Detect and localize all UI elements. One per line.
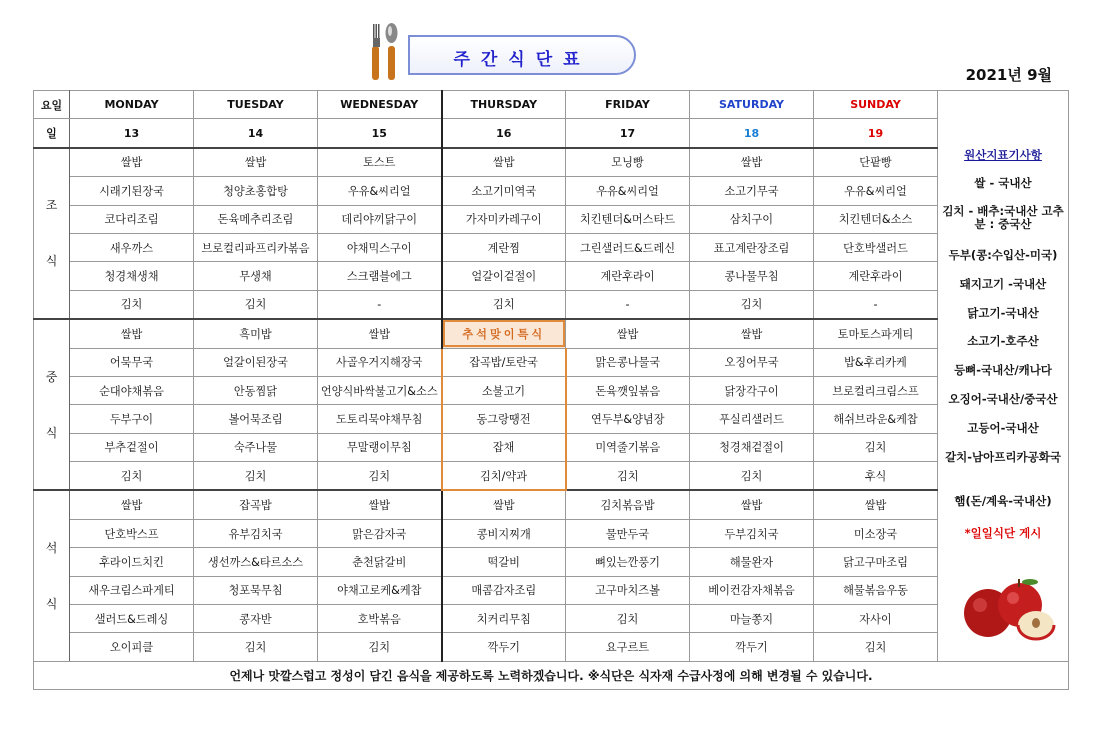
menu-cell: 쌀밥 (70, 148, 194, 177)
menu-cell: 새우까스 (70, 233, 194, 261)
menu-cell: 잡채 (442, 433, 566, 461)
menu-cell: 청경채겉절이 (690, 433, 814, 461)
origin-item: 등뼈-국내산/캐나다 (954, 363, 1052, 377)
menu-cell: 모닝빵 (566, 148, 690, 177)
menu-cell: 밥&후리카케 (814, 348, 938, 376)
menu-cell: 쌀밥 (814, 490, 938, 519)
menu-cell: 우유&씨리얼 (814, 177, 938, 205)
menu-cell: 치킨텐더&머스타드 (566, 205, 690, 233)
menu-cell: 얼갈이된장국 (194, 348, 318, 376)
menu-cell: 시래기된장국 (70, 177, 194, 205)
menu-cell: 가자미카레구이 (442, 205, 566, 233)
menu-cell: - (814, 290, 938, 319)
day-header-1: TUESDAY (194, 91, 318, 119)
day-header-4: FRIDAY (566, 91, 690, 119)
menu-cell: 삼치구이 (690, 205, 814, 233)
menu-cell: 맑은감자국 (318, 519, 442, 547)
menu-cell: 브로컬리파프리카볶음 (194, 233, 318, 261)
menu-cell: 떡갈비 (442, 548, 566, 576)
origin-info-panel (938, 91, 1069, 662)
date-cell-1: 14 (194, 119, 318, 148)
menu-cell: 쌀밥 (318, 319, 442, 348)
title-banner (408, 35, 636, 75)
menu-cell: 매콤감자조림 (442, 576, 566, 604)
menu-cell: 코다리조림 (70, 205, 194, 233)
origin-item: 고등어-국내산 (967, 421, 1039, 435)
meal-label-2 (34, 490, 70, 661)
menu-cell: 치커리무침 (442, 605, 566, 633)
meal-label-top: 석 (45, 541, 58, 556)
menu-cell: 쌀밥 (690, 148, 814, 177)
menu-cell: 샐러드&드레싱 (70, 605, 194, 633)
menu-cell: 김치 (442, 290, 566, 319)
menu-cell: 뼈있는깐풍기 (566, 548, 690, 576)
menu-cell: 계란후라이 (566, 262, 690, 290)
menu-cell: 오징어무국 (690, 348, 814, 376)
menu-cell: 김치볶음밥 (566, 490, 690, 519)
menu-cell: 김치 (194, 633, 318, 661)
menu-cell: 쌀밥 (70, 319, 194, 348)
menu-cell: 맑은콩나물국 (566, 348, 690, 376)
origin-item: 오징어-국내산/중국산 (948, 392, 1058, 406)
menu-cell: 소불고기 (442, 376, 566, 404)
origin-item: 두부(콩:수입산-미국) (948, 248, 1058, 262)
meal-label-bottom: 식 (45, 254, 58, 269)
menu-cell: - (318, 290, 442, 319)
menu-cell: 치킨텐더&소스 (814, 205, 938, 233)
menu-cell: 순대야채볶음 (70, 376, 194, 404)
footer-notice: 언제나 맛깔스럽고 정성이 담긴 음식을 제공하도록 노력하겠습니다. ※식단은 식자재 수급사정에 의해 변경될 수 있습니다. (34, 661, 1069, 689)
menu-cell: 야채믹스구이 (318, 233, 442, 261)
menu-cell: 미소장국 (814, 519, 938, 547)
menu-cell: 김치 (194, 290, 318, 319)
day-header-3: THURSDAY (442, 91, 566, 119)
weekly-menu-table (33, 90, 1069, 690)
menu-cell: 소고기미역국 (442, 177, 566, 205)
origin-item: 갈치-남아프리카공화국 (945, 450, 1061, 464)
menu-cell: 연두부&양념장 (566, 405, 690, 433)
menu-cell: 흑미밥 (194, 319, 318, 348)
menu-cell: 김치 (690, 290, 814, 319)
menu-cell: 닭고구마조림 (814, 548, 938, 576)
menu-cell: 두부구이 (70, 405, 194, 433)
menu-cell: 김치 (566, 462, 690, 491)
menu-cell: 동그랑땡전 (442, 405, 566, 433)
menu-cell: 무말랭이무침 (318, 433, 442, 461)
apples-image (960, 571, 1056, 643)
menu-cell: 오이피클 (70, 633, 194, 661)
menu-cell: 콩자반 (194, 605, 318, 633)
day-header-6: SUNDAY (814, 91, 938, 119)
menu-cell: 김치/약과 (442, 462, 566, 491)
menu-cell: 숙주나물 (194, 433, 318, 461)
day-header-5: SATURDAY (690, 91, 814, 119)
origin-item: 쌀 - 국내산 (974, 176, 1032, 190)
menu-cell: 깍두기 (442, 633, 566, 661)
meal-label-top: 중 (45, 369, 58, 384)
menu-cell: 청양초홍합탕 (194, 177, 318, 205)
menu-cell: 콩비지찌개 (442, 519, 566, 547)
menu-cell: 김치 (566, 605, 690, 633)
menu-cell: 브로컬리크림스프 (814, 376, 938, 404)
menu-cell: 쌀밥 (318, 490, 442, 519)
menu-cell: 계란후라이 (814, 262, 938, 290)
menu-cell: 우유&씨리얼 (566, 177, 690, 205)
menu-cell: 쌀밥 (690, 490, 814, 519)
menu-cell: 춘천닭갈비 (318, 548, 442, 576)
menu-cell: 토마토스파게티 (814, 319, 938, 348)
menu-cell: 두부김치국 (690, 519, 814, 547)
menu-cell: 마늘쫑지 (690, 605, 814, 633)
menu-cell: 쌀밥 (70, 490, 194, 519)
menu-cell: 유부김치국 (194, 519, 318, 547)
year-month-label: 2021년 9월 (965, 66, 1052, 84)
menu-cell: 요구르트 (566, 633, 690, 661)
menu-cell: 김치 (194, 462, 318, 491)
menu-cell: 잡곡밥 (194, 490, 318, 519)
menu-cell: 김치 (814, 633, 938, 661)
menu-cell: 김치 (70, 462, 194, 491)
page-title: 주간식단표 (453, 50, 591, 70)
menu-cell: 쌀밥 (566, 319, 690, 348)
origin-item: 닭고기-국내산 (967, 306, 1039, 320)
day-header-0: MONDAY (70, 91, 194, 119)
menu-cell: 베이컨감자채볶음 (690, 576, 814, 604)
menu-cell: 김치 (70, 290, 194, 319)
row-label-day: 요일 (34, 91, 70, 119)
daily-menu-note: *일일식단 게시 (964, 526, 1042, 540)
origin-title: 원산지표기사항 (964, 148, 1042, 162)
menu-cell: 물만두국 (566, 519, 690, 547)
menu-cell: 닭장각구이 (690, 376, 814, 404)
date-cell-6: 19 (814, 119, 938, 148)
menu-cell: 콩나물무침 (690, 262, 814, 290)
menu-cell: 푸실리샐러드 (690, 405, 814, 433)
menu-cell: 스크램블에그 (318, 262, 442, 290)
menu-cell: 호박볶음 (318, 605, 442, 633)
origin-item: 햄(돈/계육-국내산) (954, 494, 1052, 508)
date-cell-2: 15 (318, 119, 442, 148)
menu-cell: 언양식바싹불고기&소스 (318, 376, 442, 404)
fork-spoon-icon (362, 22, 414, 84)
menu-cell: 소고기무국 (690, 177, 814, 205)
meal-label-1 (34, 319, 70, 490)
menu-cell: 청경채생채 (70, 262, 194, 290)
menu-cell: 잡곡밥/토란국 (442, 348, 566, 376)
menu-cell: 단팥빵 (814, 148, 938, 177)
menu-cell: 표고계란장조림 (690, 233, 814, 261)
menu-cell: 토스트 (318, 148, 442, 177)
menu-cell: 볼어묵조림 (194, 405, 318, 433)
origin-item: 돼지고기 -국내산 (959, 277, 1047, 291)
special-menu-cell: 추석맞이특식 (442, 319, 566, 348)
menu-cell: 후식 (814, 462, 938, 491)
menu-cell: - (566, 290, 690, 319)
meal-label-0 (34, 148, 70, 319)
menu-cell: 김치 (318, 633, 442, 661)
menu-cell: 안동찜닭 (194, 376, 318, 404)
menu-cell: 부추겉절이 (70, 433, 194, 461)
meal-label-bottom: 식 (45, 597, 58, 612)
menu-cell: 돈육깻잎볶음 (566, 376, 690, 404)
menu-cell: 우유&씨리얼 (318, 177, 442, 205)
row-label-date: 일 (34, 119, 70, 148)
meal-label-bottom: 식 (45, 425, 58, 440)
menu-cell: 생선까스&타르소스 (194, 548, 318, 576)
menu-cell: 해쉬브라운&케찹 (814, 405, 938, 433)
menu-cell: 그린샐러드&드레신 (566, 233, 690, 261)
menu-cell: 새우크림스파게티 (70, 576, 194, 604)
menu-cell: 김치 (318, 462, 442, 491)
menu-cell: 김치 (690, 462, 814, 491)
menu-cell: 데리야끼닭구이 (318, 205, 442, 233)
meal-label-top: 조 (45, 198, 58, 213)
menu-cell: 도토리묵야채무침 (318, 405, 442, 433)
menu-cell: 후라이드치킨 (70, 548, 194, 576)
menu-cell: 계란찜 (442, 233, 566, 261)
menu-cell: 자사이 (814, 605, 938, 633)
menu-cell: 미역줄기볶음 (566, 433, 690, 461)
menu-cell: 단호박샐러드 (814, 233, 938, 261)
menu-cell: 쌀밥 (442, 148, 566, 177)
menu-cell: 김치 (814, 433, 938, 461)
menu-cell: 쌀밥 (442, 490, 566, 519)
menu-cell: 해물완자 (690, 548, 814, 576)
date-cell-5: 18 (690, 119, 814, 148)
origin-item: 소고기-호주산 (967, 334, 1039, 348)
day-header-2: WEDNESDAY (318, 91, 442, 119)
menu-cell: 어묵무국 (70, 348, 194, 376)
menu-cell: 야채고로케&케찹 (318, 576, 442, 604)
menu-cell: 청포묵무침 (194, 576, 318, 604)
menu-cell: 쌀밥 (194, 148, 318, 177)
origin-item: 김치 - 배추:국내산 고추분 : 중국산 (942, 204, 1064, 231)
menu-cell: 해물볶음우동 (814, 576, 938, 604)
menu-cell: 깍두기 (690, 633, 814, 661)
date-cell-3: 16 (442, 119, 566, 148)
menu-cell: 단호박스프 (70, 519, 194, 547)
menu-cell: 얼갈이겉절이 (442, 262, 566, 290)
date-cell-4: 17 (566, 119, 690, 148)
menu-cell: 무생채 (194, 262, 318, 290)
menu-cell: 돈육메추리조림 (194, 205, 318, 233)
menu-cell: 쌀밥 (690, 319, 814, 348)
date-cell-0: 13 (70, 119, 194, 148)
menu-cell: 사골우거지해장국 (318, 348, 442, 376)
menu-cell: 고구마치즈볼 (566, 576, 690, 604)
